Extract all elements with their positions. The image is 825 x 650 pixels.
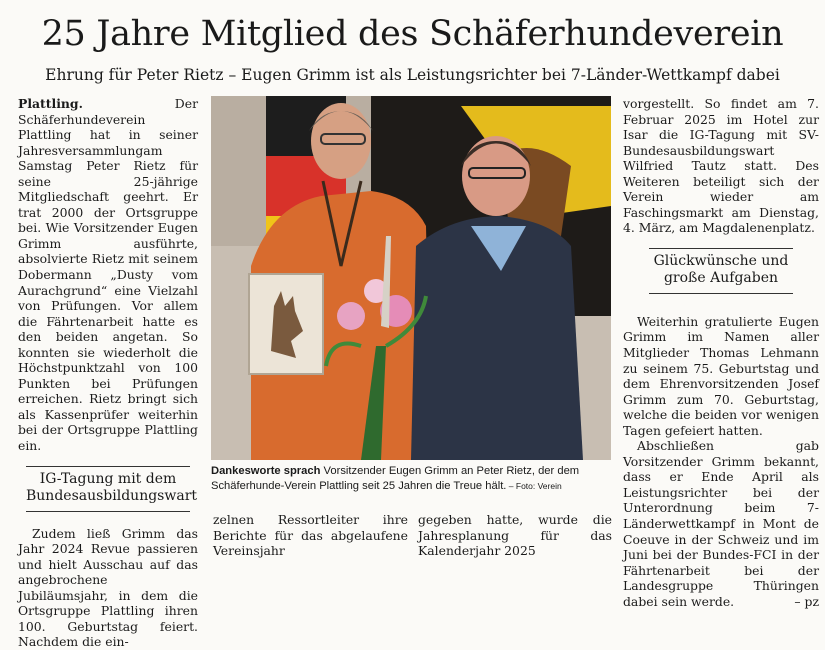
photo-credit: – Foto: Verein bbox=[506, 481, 562, 491]
caption-text: Vorsitzender Eugen Grimm an Peter Rietz, der dem Schäferhunde-Verein Plattling seit 25 Jahren die Treue hält. bbox=[211, 465, 580, 492]
column-1 bbox=[18, 96, 198, 650]
paragraph: vorgestellt. So findet am 7. Februar 2025 im Hotel zur Isar die IG-Tagung mit SV-Bundesausbildungswart Wilfried Tautz statt. Des Weiteren beteiligt sich der Verein wieder am Faschingsmarkt am Dienstag, 4. März, am Magdalenenplatz. bbox=[623, 96, 819, 236]
caption-lead: Dankesworte sprach bbox=[211, 465, 321, 477]
paragraph: gegeben hatte, wurde die Jahresplanung für das Kalenderjahr 2025 bbox=[418, 512, 612, 559]
column-2-bottom bbox=[213, 512, 408, 559]
author-signature: – pz bbox=[794, 594, 819, 610]
paragraph: Abschließen gab Vorsitzender Grimm bekannt, dass er Ende April als Leistungsrichter bei der Unterordnung beim 7-Länderwettkampf in Mont de Coeuve in der Schweiz und im Juni bei der Bundes-FCI in der Fährtenarbeit bei der Landesgruppe Thüringen dabei sein werde. bbox=[623, 438, 819, 609]
subheading-box bbox=[649, 248, 793, 294]
subheading-line: Glückwünsche und bbox=[653, 252, 789, 269]
paragraph bbox=[18, 96, 198, 454]
paragraph: Weiterhin gratulierte Eugen Grimm im Namen aller Mitglieder Thomas Lehmann zu seinem 75. Geburtstag und dem Ehrenvorsitzenden Josef Grimm zum 70. Geburtstag, welche die beiden vor wenigen Tagen gefeiert hatten. bbox=[623, 313, 819, 438]
photo-illustration bbox=[211, 96, 611, 460]
paragraph: zelnen Ressortleiter ihre Berichte für das abgelaufene Vereinsjahr bbox=[213, 512, 408, 559]
article-photo bbox=[211, 96, 611, 460]
column-3-bottom bbox=[418, 512, 612, 559]
subheading-line: IG-Tagung mit dem bbox=[39, 470, 177, 487]
subheading-line: Bundesausbildungswart bbox=[26, 487, 198, 504]
subheading-line: große Aufgaben bbox=[663, 269, 779, 286]
headline: 25 Jahre Mitglied des Schäferhundeverein bbox=[41, 14, 784, 54]
paragraph-text: Der Schäferhundeverein Plattling hat in seiner Jahresversammlungam Samstag Peter Rietz für seine 25-jährige Mitgliedschaft geehrt. Er trat 2000 der Ortsgruppe bei. Wie Vorsitzender Eugen Grimm ausführte, absolvierte Rietz mit seinem Dobermann „Dusty vom Aurachgrund“ eine Vielzahl von Prüfungen. Vor allem die Fährtenarbeit hatte es den beiden angetan. So konnten sie wiederholt die Höchstpunktzahl von 100 Punkten bei Prüfungen erreichen. Rietz bringt sich als Kassenprüfer weiterhin bei der Ortsgruppe Plattling ein. bbox=[18, 96, 198, 454]
photo-caption bbox=[211, 464, 613, 494]
dateline-place: Plattling. bbox=[18, 96, 83, 111]
subheadline: Ehrung für Peter Rietz – Eugen Grimm ist als Leistungsrichter bei 7-Länder-Wettkampf dabei bbox=[45, 66, 780, 84]
column-4 bbox=[623, 96, 819, 610]
subheading-box bbox=[26, 466, 198, 512]
paragraph: Zudem ließ Grimm das Jahr 2024 Revue passieren und hielt Ausschau auf das angebrochene Jubiläumsjahr, in dem die Ortsgruppe Plattling ihren 100. Geburtstag feiert. Nachdem die ein- bbox=[18, 525, 198, 650]
